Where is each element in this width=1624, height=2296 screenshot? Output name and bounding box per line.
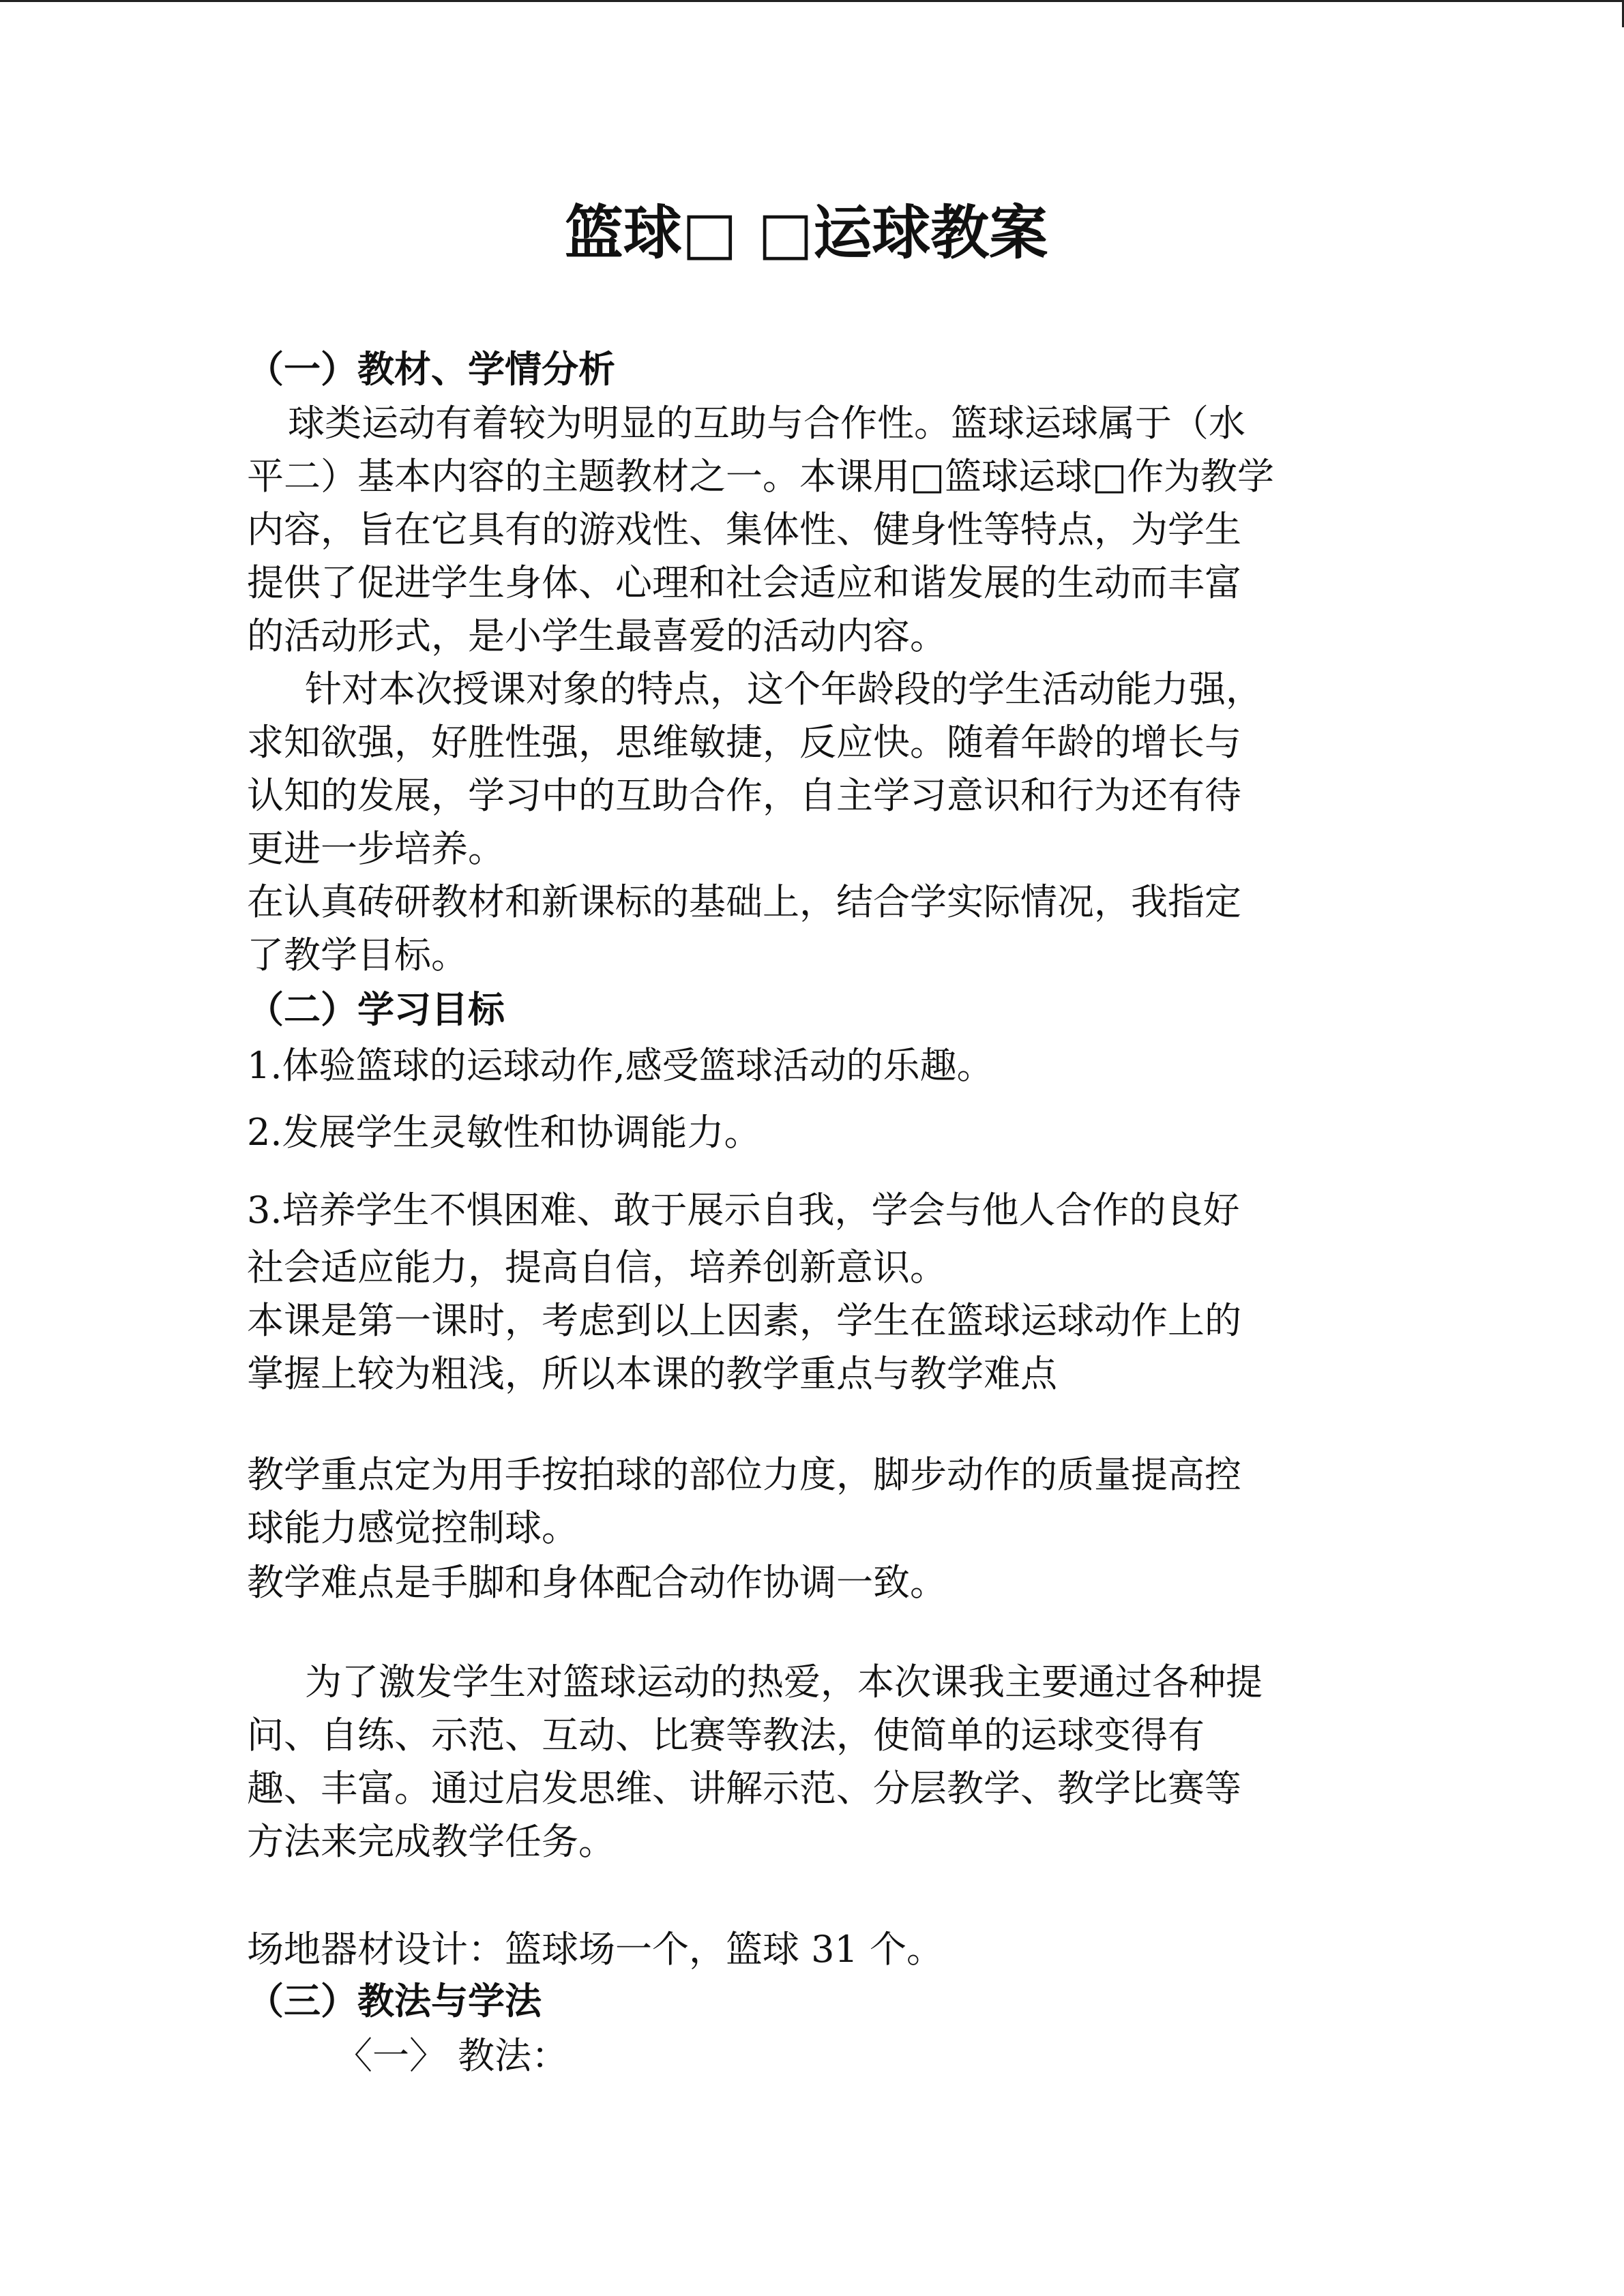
paragraph-3-line-2: 了教学目标。 [247, 934, 468, 976]
paragraph-7-line-3: 趣、丰富。通过启发思维、讲解示范、分层教学、教学比赛等 [247, 1767, 1241, 1810]
section-3-heading: （三）教法与学法 [247, 1980, 542, 2023]
section-1-heading: （一）教材、学情分析 [247, 348, 615, 391]
document-title: 篮球□ □运球教案 [564, 199, 1048, 267]
section-2-heading: （二）学习目标 [247, 988, 505, 1031]
paragraph-7-line-1: 为了激发学生对篮球运动的热爱，本次课我主要通过各种提 [305, 1660, 1263, 1703]
paragraph-6: 教学难点是手脚和身体配合动作协调一致。 [247, 1561, 947, 1604]
paragraph-5-line-1: 教学重点定为用手按拍球的部位力度，脚步动作的质量提高控 [247, 1453, 1241, 1496]
goal-3-line-1: 3.培养学生不惧困难、敢于展示自我，学会与他人合作的良好 [247, 1189, 1240, 1232]
paragraph-5-line-2: 球能力感觉控制球。 [247, 1506, 578, 1549]
paragraph-2-line-3: 认知的发展，学习中的互助合作，自主学习意识和行为还有待 [247, 774, 1241, 817]
paragraph-1-line-2: 平二）基本内容的主题教材之一。本课用□篮球运球□作为教学 [247, 455, 1275, 498]
section-3-subheading: 〈一〉 教法： [336, 2034, 569, 2077]
goal-1: 1.体验篮球的运球动作,感受篮球活动的乐趣。 [247, 1044, 994, 1087]
paragraph-1-line-4: 提供了促进学生身体、心理和社会适应和谐发展的生动而丰富 [247, 561, 1241, 604]
paragraph-7-line-4: 方法来完成教学任务。 [247, 1820, 615, 1863]
paragraph-2-line-1: 针对本次授课对象的特点，这个年龄段的学生活动能力强， [305, 668, 1263, 711]
paragraph-2-line-4: 更进一步培养。 [247, 827, 505, 870]
goal-3-line-2: 社会适应能力，提高自信，培养创新意识。 [247, 1246, 947, 1289]
paragraph-1-line-5: 的活动形式，是小学生最喜爱的活动内容。 [247, 614, 947, 657]
paragraph-1-line-1: 球类运动有着较为明显的互助与合作性。篮球运球属于（水 [288, 402, 1245, 445]
paragraph-4-line-1: 本课是第一课时，考虑到以上因素，学生在篮球运球动作上的 [247, 1299, 1241, 1342]
paragraph-2-line-2: 求知欲强，好胜性强，思维敏捷，反应快。随着年龄的增长与 [247, 721, 1241, 764]
paragraph-7-line-2: 问、自练、示范、互动、比赛等教法，使简单的运球变得有 [247, 1714, 1205, 1757]
paragraph-8-equipment: 场地器材设计：篮球场一个，篮球 31 个。 [247, 1928, 944, 1971]
paragraph-1-line-3: 内容，旨在它具有的游戏性、集体性、健身性等特点，为学生 [247, 508, 1241, 551]
goal-2: 2.发展学生灵敏性和协调能力。 [247, 1111, 761, 1154]
paragraph-4-line-2: 掌握上较为粗浅，所以本课的教学重点与教学难点 [247, 1352, 1057, 1395]
paragraph-3-line-1: 在认真砖研教材和新课标的基础上，结合学实际情况，我指定 [247, 880, 1241, 923]
page-top-border [0, 0, 1624, 2]
